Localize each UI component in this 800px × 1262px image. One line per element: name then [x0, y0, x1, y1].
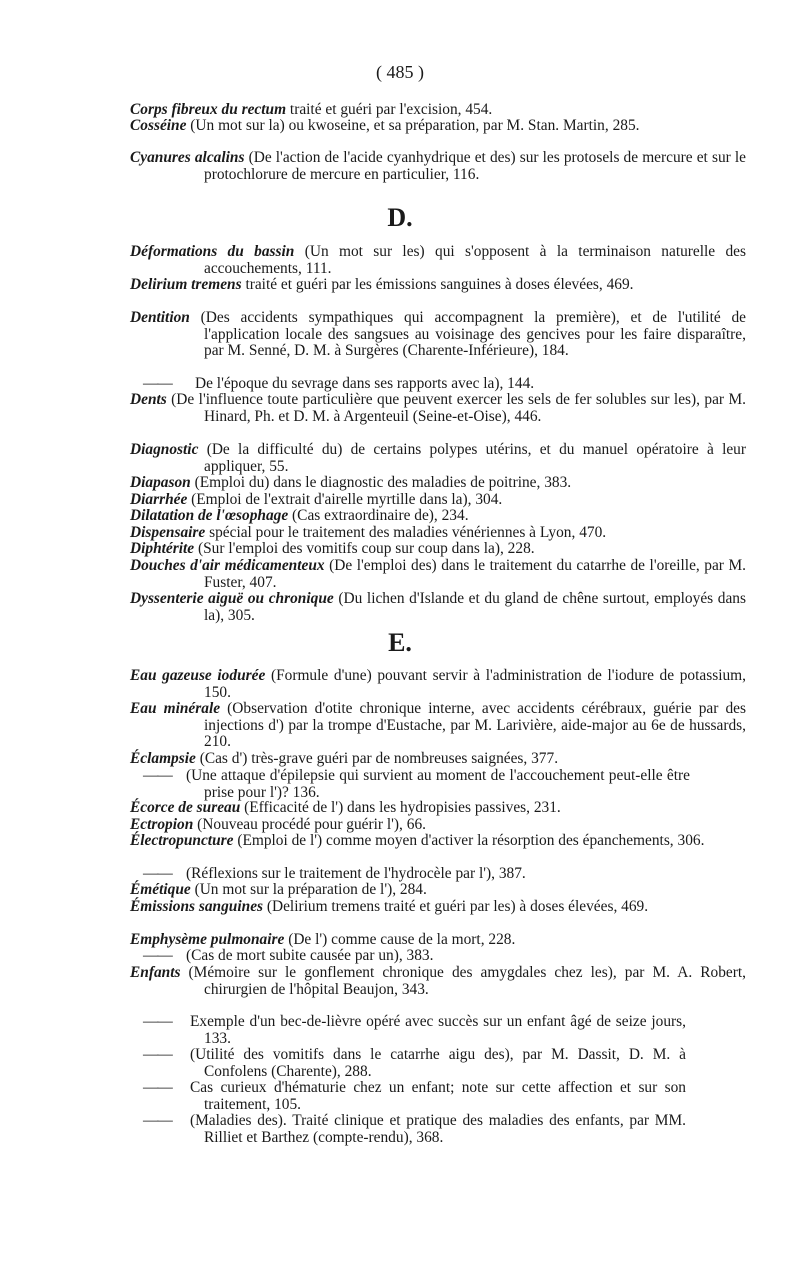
index-entry	[130, 558, 746, 591]
entry-term: Eau minérale	[130, 700, 221, 717]
index-subentry	[186, 948, 672, 965]
entry-term: Eau gazeuse iodurée	[130, 667, 266, 684]
entry-text: (Delirium tremens traité et guéri par les) à doses élevées, 469.	[263, 898, 649, 915]
entry-term: Cosséine	[130, 117, 187, 134]
entry-term: Électropuncture	[130, 832, 234, 849]
entry-text: (Emploi du) dans le diagnostic des maladies de poitrine, 383.	[190, 474, 572, 491]
entry-term: Dentition	[130, 309, 190, 326]
index-subentry	[190, 1113, 686, 1146]
entry-text: (Une attaque d'épilepsie qui survient au moment de l'accouchement peut-elle être prise pour l')? 136.	[186, 767, 690, 801]
entry-term: Enfants	[130, 964, 181, 981]
index-entry	[130, 442, 746, 475]
index-entry	[130, 150, 746, 183]
ditto-dash: ——	[143, 1046, 172, 1063]
entry-term: Dents	[130, 391, 167, 408]
ditto-dash: ——	[143, 865, 172, 882]
entry-term: Corps fibreux du rectum	[130, 101, 287, 118]
entry-text: (Emploi de l'extrait d'airelle myrtille dans la), 304.	[187, 491, 503, 508]
index-subentry	[190, 1014, 686, 1047]
ditto-dash: ——	[143, 947, 172, 964]
entry-term: Émétique	[130, 881, 191, 898]
entry-text: (Efficacité de l') dans les hydropisies passives, 231.	[240, 799, 561, 816]
entry-term: Diarrhée	[130, 491, 188, 508]
entry-text: Cas curieux d'hématurie chez un enfant; note sur cette affection et sur son traitement, 105.	[190, 1079, 686, 1113]
entry-text: (Du lichen d'Islande et du gland de chêne surtout, employés dans la), 305.	[204, 590, 746, 624]
entry-term: Diagnostic	[130, 441, 199, 458]
entry-term: Delirium tremens	[130, 276, 242, 293]
entry-term: Éclampsie	[130, 750, 196, 767]
entry-term: Écorce de sureau	[130, 799, 241, 816]
index-entry	[130, 800, 746, 817]
ditto-dash: ——	[143, 1112, 172, 1129]
index-entry	[130, 541, 746, 558]
entry-text: (De l'influence toute particulière que peuvent exercer les sels de fer solubles sur les), par M. Hinard, Ph. et D. M. à Argenteuil (Seine-et-Oise), 446.	[166, 391, 746, 425]
entry-text: De l'époque du sevrage dans ses rapports avec la), 144.	[195, 375, 535, 392]
entry-term: Déformations du bassin	[130, 243, 295, 260]
entry-term: Diapason	[130, 474, 191, 491]
entry-text: (Utilité des vomitifs dans le catarrhe aigu des), par M. Dassit, D. M. à Confolens (Charente), 288.	[190, 1046, 686, 1080]
index-entry	[130, 118, 746, 135]
index-entry	[130, 475, 746, 492]
entry-text: (Un mot sur les) qui s'opposent à la terminaison naturelle des accouchements, 111.	[204, 243, 746, 277]
ditto-dash: ——	[143, 1013, 172, 1030]
index-entry	[130, 882, 746, 899]
section-heading-e: E.	[388, 628, 412, 657]
entry-text: (De l') comme cause de la mort, 228.	[284, 931, 516, 948]
index-entry	[130, 751, 746, 768]
entry-text: (Cas de mort subite causée par un), 383.	[186, 947, 434, 964]
index-subentry	[190, 1080, 686, 1113]
entry-text: (Un mot sur la) ou kwoseine, et sa préparation, par M. Stan. Martin, 285.	[186, 117, 640, 134]
index-entry	[130, 244, 746, 277]
index-entry	[130, 508, 746, 525]
index-entry	[130, 310, 746, 360]
entry-text: (Maladies des). Traité clinique et pratique des maladies des enfants, par MM. Rilliet et Barthez (compte-rendu), 368.	[190, 1112, 686, 1146]
index-subentry	[186, 768, 690, 801]
entry-text: (Formule d'une) pouvant servir à l'administration de l'iodure de potassium, 150.	[204, 667, 746, 701]
index-subentry	[190, 1047, 686, 1080]
index-entry	[130, 899, 746, 916]
index-entry	[130, 591, 746, 624]
ditto-dash: ——	[143, 1079, 172, 1096]
entry-term: Émissions sanguines	[130, 898, 264, 915]
ditto-dash: ——	[143, 375, 172, 392]
entry-text: (Cas extraordinaire de), 234.	[288, 507, 469, 524]
entry-text: (De l'emploi des) dans le traitement du catarrhe de l'oreille, par M. Fuster, 407.	[204, 557, 746, 591]
entry-text: (Des accidents sympathiques qui accompagnent la première), et de l'utilité de l'application locale des sangsues au voisinage des gencives pour les faire disparaître, par M. Senné, D. M. à Surgères (Charente-Inférieure), 184.	[189, 309, 746, 360]
entry-term: Dispensaire	[130, 524, 206, 541]
entry-term: Douches d'air médicamenteux	[130, 557, 325, 574]
section-heading-d: D.	[387, 203, 413, 232]
page-number: ( 485 )	[376, 62, 424, 82]
entry-text: (Observation d'otite chronique interne, avec accidents cérébraux, guérie par des injections d') par la trompe d'Eustache, par M. Larivière, aide-major au 6e de hussards, 210.	[204, 700, 746, 751]
entry-text: (De la difficulté du) de certains polypes utérins, et du manuel opératoire à leur appliquer, 55.	[198, 441, 746, 475]
entry-term: Cyanures alcalins	[130, 149, 245, 166]
entry-text: traité et guéri par les émissions sanguines à doses élevées, 469.	[241, 276, 634, 293]
index-entry	[130, 833, 746, 850]
entry-text: (Emploi de l') comme moyen d'activer la résorption des épanchements, 306.	[233, 832, 705, 849]
entry-term: Ectropion	[130, 816, 194, 833]
entry-text: (Cas d') très-grave guéri par de nombreuses saignées, 377.	[195, 750, 559, 767]
entry-term: Diphtérite	[130, 540, 195, 557]
entry-text: (De l'action de l'acide cyanhydrique et des) sur les protosels de mercure et sur le protochlorure de mercure en particulier, 116.	[204, 149, 746, 183]
entry-text: spécial pour le traitement des maladies vénériennes à Lyon, 470.	[205, 524, 607, 541]
entry-text: (Un mot sur la préparation de l'), 284.	[190, 881, 427, 898]
entry-text: (Réflexions sur le traitement de l'hydrocèle par l'), 387.	[186, 865, 526, 882]
ditto-dash: ——	[143, 767, 172, 784]
entry-text: Exemple d'un bec-de-lièvre opéré avec succès sur un enfant âgé de seize jours, 133.	[190, 1013, 686, 1047]
entry-text: traité et guéri par l'excision, 454.	[286, 101, 493, 118]
entry-term: Dyssenterie aiguë ou chronique	[130, 590, 334, 607]
entry-text: (Nouveau procédé pour guérir l'), 66.	[193, 816, 426, 833]
index-entry	[130, 668, 746, 701]
index-entry	[130, 701, 746, 751]
index-entry	[130, 277, 746, 294]
entry-term: Emphysème pulmonaire	[130, 931, 285, 948]
index-entry	[130, 965, 746, 998]
entry-term: Dilatation de l'œsophage	[130, 507, 289, 524]
entry-text: (Mémoire sur le gonflement chronique des amygdales chez les), par M. A. Robert, chirurgien de l'hôpital Beaujon, 343.	[180, 964, 746, 998]
entry-text: (Sur l'emploi des vomitifs coup sur coup dans la), 228.	[194, 540, 535, 557]
index-entry	[130, 392, 746, 425]
